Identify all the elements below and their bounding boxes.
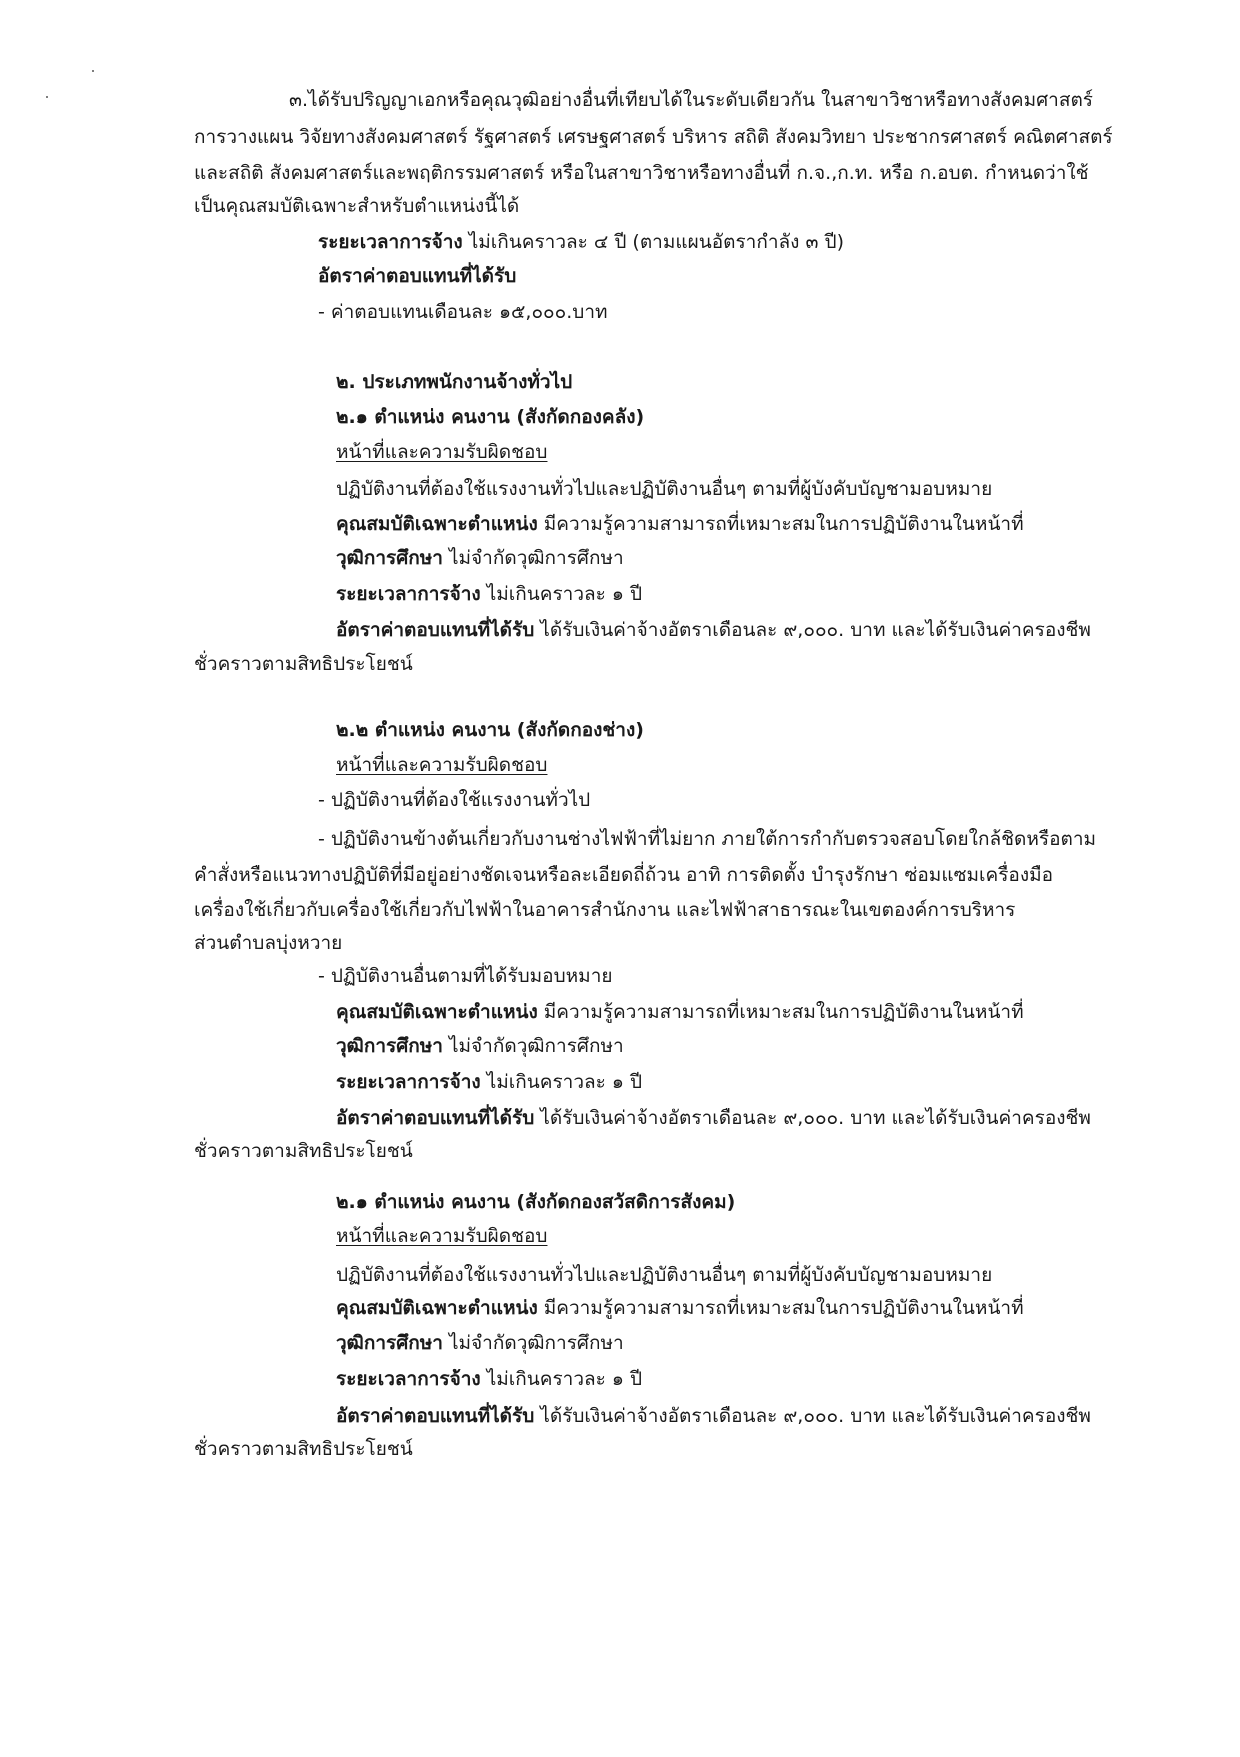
pos22-pay-label: อัตราค่าตอบแทนที่ได้รับ xyxy=(336,1107,535,1129)
pos22-term-value: ไม่เกินคราวละ ๑ ปี xyxy=(486,1071,643,1093)
pos23-duty: ปฏิบัติงานที่ต้องใช้แรงงานทั่วไปและปฏิบัติงานอื่นๆ ตามที่ผู้บังคับบัญชามอบหมาย xyxy=(336,1264,993,1286)
para1-line2: การวางแผน วิจัยทางสังคมศาสตร์ รัฐศาสตร์ เศรษฐศาสตร์ บริหาร สถิติ สังคมวิทยา ประชากรศาสตร์ คณิตศาสตร์ xyxy=(194,126,1113,148)
pos23-title: ๒.๑ ตำแหน่ง คนงาน (สังกัดกองสวัสดิการสังคม) xyxy=(336,1191,736,1213)
pos21-edu-row xyxy=(336,544,624,572)
pos22-duty-heading: หน้าที่และความรับผิดชอบ xyxy=(336,754,548,776)
pos21-duty-heading: หน้าที่และความรับผิดชอบ xyxy=(336,441,548,463)
pos22-edu-row xyxy=(336,1032,624,1060)
pos21-qual-row xyxy=(336,510,1024,538)
pos22-duty1: - ปฏิบัติงานที่ต้องใช้แรงงานทั่วไป xyxy=(318,789,591,811)
pos22-term-row xyxy=(336,1068,642,1096)
pos23-term-label: ระยะเวลาการจ้าง xyxy=(336,1368,481,1390)
para1-line1: ๓.ได้รับปริญญาเอกหรือคุณวุฒิอย่างอื่นที่เทียบได้ในระดับเดียวกัน ในสาขาวิชาหรือทางสังคมศาสตร์ xyxy=(289,89,1093,111)
scan-speck xyxy=(46,96,48,98)
pos22-edu-value: ไม่จำกัดวุฒิการศึกษา xyxy=(448,1035,624,1057)
para1-line3: และสถิติ สังคมศาสตร์และพฤติกรรมศาสตร์ หรือในสาขาวิชาหรือทางอื่นที่ ก.จ.,ก.ท. หรือ ก.อบต. กำหนดว่าใช้ xyxy=(194,162,1089,184)
pos23-qual-row xyxy=(336,1294,1024,1322)
pos22-duty2-line3: เครื่องใช้เกี่ยวกับเครื่องใช้เกี่ยวกับไฟฟ้าในอาคารสำนักงาน และไฟฟ้าสาธารณะในเขตองค์การบริหาร xyxy=(194,899,1016,921)
pos21-edu-value: ไม่จำกัดวุฒิการศึกษา xyxy=(448,547,624,569)
pos21-pay-label: อัตราค่าตอบแทนที่ได้รับ xyxy=(336,619,535,641)
pos22-duty2-line2: คำสั่งหรือแนวทางปฏิบัติที่มีอยู่อย่างชัดเจนหรือละเอียดถี่ถ้วน อาทิ การติดตั้ง บำรุงรักษา ซ่อมแซมเครื่องมือ xyxy=(194,864,1054,886)
pos23-duty-heading: หน้าที่และความรับผิดชอบ xyxy=(336,1225,548,1247)
pay1-value: - ค่าตอบแทนเดือนละ ๑๕,๐๐๐.บาท xyxy=(318,301,608,323)
pos23-edu-value: ไม่จำกัดวุฒิการศึกษา xyxy=(448,1332,624,1354)
pos21-term-value: ไม่เกินคราวละ ๑ ปี xyxy=(486,583,643,605)
pos23-qual-value: มีความรู้ความสามารถที่เหมาะสมในการปฏิบัติงานในหน้าที่ xyxy=(543,1297,1024,1319)
pos21-pay-cont: ชั่วคราวตามสิทธิประโยชน์ xyxy=(194,653,413,675)
pos21-term-row xyxy=(336,580,642,608)
pos22-duty2-line1: - ปฏิบัติงานข้างต้นเกี่ยวกับงานช่างไฟฟ้าที่ไม่ยาก ภายใต้การกำกับตรวจสอบโดยใกล้ชิดหรือตาม xyxy=(318,828,1097,850)
pos23-pay-row xyxy=(336,1402,1091,1430)
pos23-edu-row xyxy=(336,1329,624,1357)
pos21-qual-value: มีความรู้ความสามารถที่เหมาะสมในการปฏิบัติงานในหน้าที่ xyxy=(543,513,1024,535)
pos21-pay-row xyxy=(336,616,1091,644)
para1-line4: เป็นคุณสมบัติเฉพาะสำหรับตำแหน่งนี้ได้ xyxy=(194,195,520,217)
pos22-edu-label: วุฒิการศึกษา xyxy=(336,1035,443,1057)
pos22-pay-row xyxy=(336,1104,1091,1132)
term1-label: ระยะเวลาการจ้าง xyxy=(318,231,463,253)
pos22-term-label: ระยะเวลาการจ้าง xyxy=(336,1071,481,1093)
pos23-pay-label: อัตราค่าตอบแทนที่ได้รับ xyxy=(336,1405,535,1427)
pos21-duty: ปฏิบัติงานที่ต้องใช้แรงงานทั่วไปและปฏิบัติงานอื่นๆ ตามที่ผู้บังคับบัญชามอบหมาย xyxy=(336,478,993,500)
pos21-pay-value: ได้รับเงินค่าจ้างอัตราเดือนละ ๙,๐๐๐. บาท และได้รับเงินค่าครองชีพ xyxy=(540,619,1091,641)
pos21-title: ๒.๑ ตำแหน่ง คนงาน (สังกัดกองคลัง) xyxy=(336,406,645,428)
pos22-duty3: - ปฏิบัติงานอื่นตามที่ได้รับมอบหมาย xyxy=(318,965,613,987)
pos21-term-label: ระยะเวลาการจ้าง xyxy=(336,583,481,605)
pos22-pay-cont: ชั่วคราวตามสิทธิประโยชน์ xyxy=(194,1140,413,1162)
pos22-qual-row xyxy=(336,998,1024,1026)
pos22-duty2-line4: ส่วนตำบลบุ่งหวาย xyxy=(194,932,343,954)
pos23-pay-value: ได้รับเงินค่าจ้างอัตราเดือนละ ๙,๐๐๐. บาท และได้รับเงินค่าครองชีพ xyxy=(540,1405,1091,1427)
pos23-pay-cont: ชั่วคราวตามสิทธิประโยชน์ xyxy=(194,1438,413,1460)
pos21-edu-label: วุฒิการศึกษา xyxy=(336,547,443,569)
pos23-term-row xyxy=(336,1365,642,1393)
section2-title: ๒. ประเภทพนักงานจ้างทั่วไป xyxy=(336,371,573,393)
pos22-pay-value: ได้รับเงินค่าจ้างอัตราเดือนละ ๙,๐๐๐. บาท และได้รับเงินค่าครองชีพ xyxy=(540,1107,1091,1129)
scan-speck xyxy=(92,70,94,72)
pos21-qual-label: คุณสมบัติเฉพาะตำแหน่ง xyxy=(336,513,538,535)
pay1-label: อัตราค่าตอบแทนที่ได้รับ xyxy=(318,265,517,287)
term1-value: ไม่เกินคราวละ ๔ ปี (ตามแผนอัตรากำลัง ๓ ปี) xyxy=(468,231,844,253)
pos23-qual-label: คุณสมบัติเฉพาะตำแหน่ง xyxy=(336,1297,538,1319)
pos23-edu-label: วุฒิการศึกษา xyxy=(336,1332,443,1354)
pos22-title: ๒.๒ ตำแหน่ง คนงาน (สังกัดกองช่าง) xyxy=(336,719,644,741)
pos22-qual-value: มีความรู้ความสามารถที่เหมาะสมในการปฏิบัติงานในหน้าที่ xyxy=(543,1001,1024,1023)
pos22-qual-label: คุณสมบัติเฉพาะตำแหน่ง xyxy=(336,1001,538,1023)
term1-row xyxy=(318,228,844,256)
pos23-term-value: ไม่เกินคราวละ ๑ ปี xyxy=(486,1368,643,1390)
